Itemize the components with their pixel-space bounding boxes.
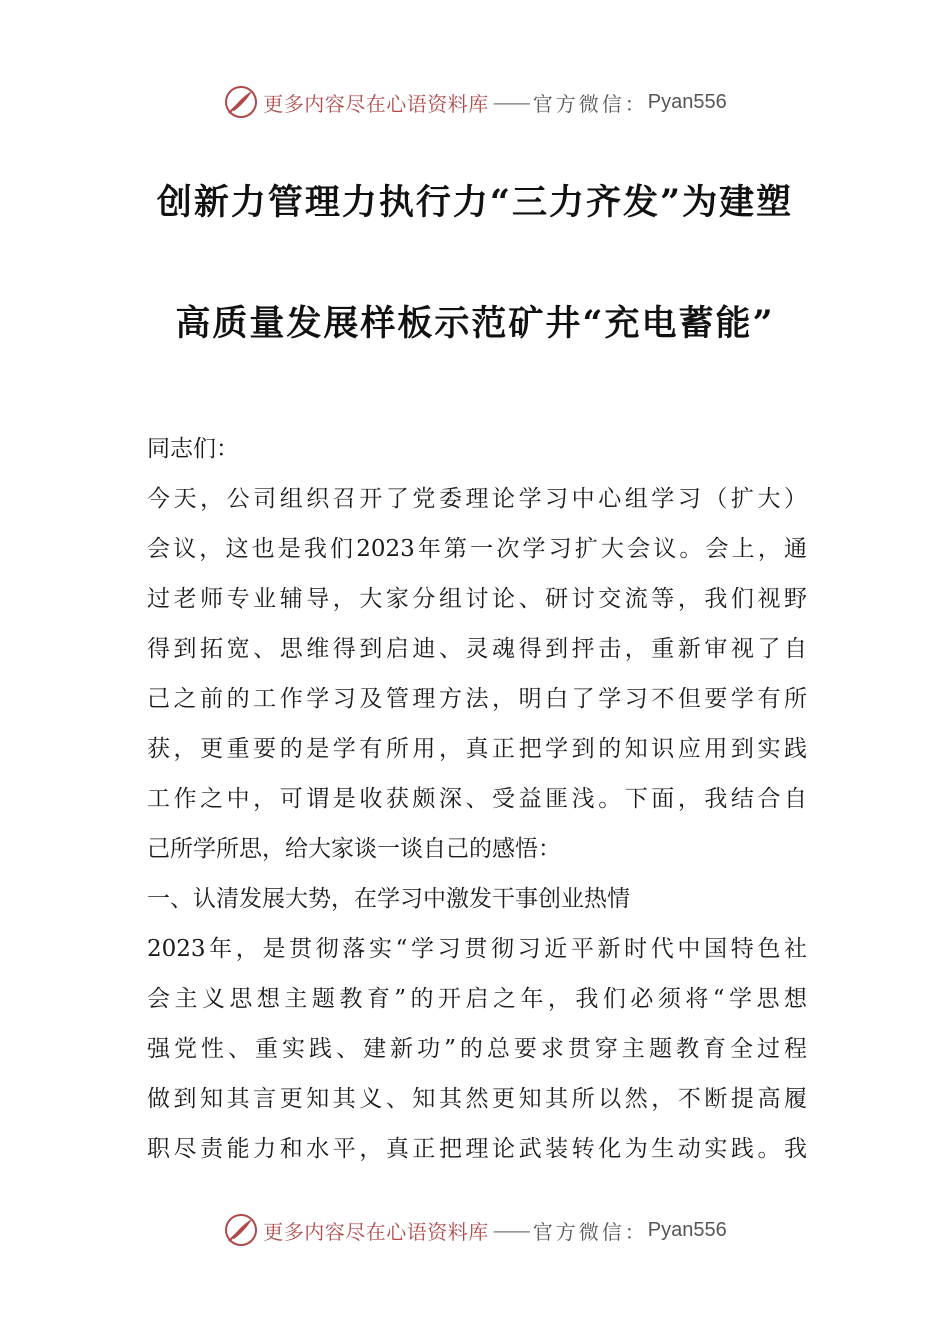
body-line: 会主义思想主题教育”的开启之年，我们必须将“学思想 [147,986,807,1012]
watermark-site-text: 更多内容尽在心语资料库 [263,91,489,116]
body-line: 职尽责能力和水平，真正把理论武装转化为生动实践。我 [147,1136,807,1162]
body-line: 会议，这也是我们2023年第一次学习扩大会议。会上，通 [147,536,807,562]
watermark-wechat-label: 官方微信： [532,91,648,116]
body-line: 工作之中，可谓是收获颇深、受益匪浅。下面，我结合自 [147,786,807,812]
body-line: 己所学所思，给大家谈一谈自己的感悟： [147,836,561,862]
watermark-site-text: 更多内容尽在心语资料库 [263,1219,489,1244]
document-body [147,424,807,1174]
body-line: 强党性、重实践、建新功”的总要求贯穿主题教育全过程 [147,1036,807,1062]
document-title-line-2: 高质量发展样板示范矿井“充电蓄能” [175,303,775,344]
watermark-banner-top [0,80,950,124]
body-line: 过老师专业辅导，大家分组讨论、研讨交流等，我们视野 [147,586,807,612]
body-line: 做到知其言更知其义、知其然更知其所以然，不断提高履 [147,1086,807,1112]
body-line: 获，更重要的是学有所用，真正把学到的知识应用到实践 [147,736,807,762]
body-line: 2023年，是贯彻落实“学习贯彻习近平新时代中国特色社 [147,936,807,962]
watermark-wechat-id: Pyan556 [647,90,727,113]
body-line: 同志们： [147,436,239,462]
watermark-separator: —— [492,1218,529,1242]
body-line: 己之前的工作学习及管理方法，明白了学习不但要学有所 [147,686,807,712]
body-line: 得到拓宽、思维得到启迪、灵魂得到抨击，重新审视了自 [147,636,807,662]
watermark-banner-bottom [0,1208,950,1252]
quill-logo-icon [223,84,259,120]
watermark-wechat-label: 官方微信： [532,1219,648,1244]
watermark-separator: —— [492,90,529,114]
document-title-line-1: 创新力管理力执行力“三力齐发”为建塑 [156,182,794,223]
watermark-wechat-id: Pyan556 [647,1218,727,1241]
quill-logo-icon [223,1212,259,1248]
section-heading: 一、认清发展大势，在学习中激发干事创业热情 [147,886,630,912]
body-line: 今天，公司组织召开了党委理论学习中心组学习（扩大） [147,486,807,512]
